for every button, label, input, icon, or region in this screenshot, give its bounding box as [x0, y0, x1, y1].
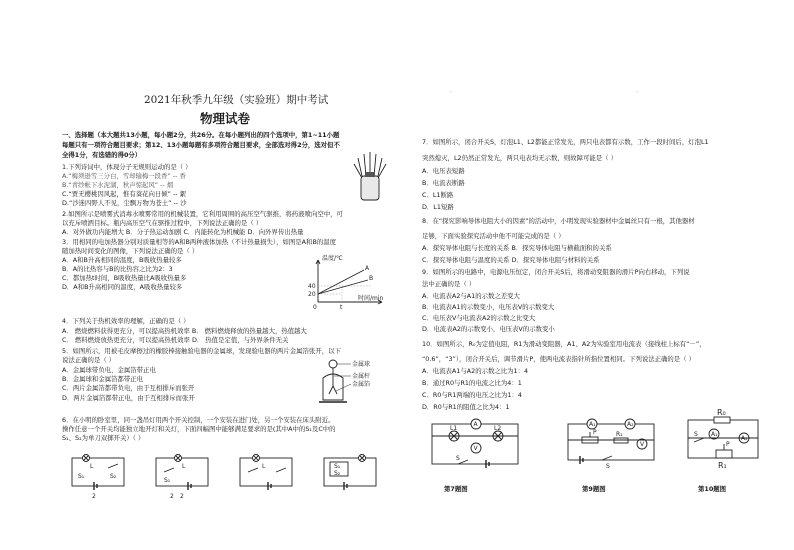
q9-stem-line1: 9．如图所示的电路中，电源电压恒定，闭合开关S后，将滑动变阻器的滑片P向右移动，下列说 — [422, 268, 690, 276]
q5-option-a: A．金属球带负电，金属箔带正电 — [62, 366, 156, 374]
circuit-a-S1: S₁ — [78, 473, 85, 480]
q5-option-c: C．两片金属箔都带负电，由于互相排斥而张开 — [62, 384, 195, 392]
circuit-b — [156, 455, 208, 501]
q1-option-b: B.“青纱帐下水泥湖，秋声惊起风” -- 烟 — [62, 181, 174, 189]
graph-line-b — [318, 280, 368, 294]
circuit-a — [72, 455, 124, 501]
label-rod: 金属杆 — [352, 373, 371, 380]
q10-stem-line2: “0.6”，“3”），闭合开关后，调节滑片P，使两电流表指针所指位置相同。下列说法正确的是（ ） — [422, 355, 695, 363]
circuit-d — [324, 455, 376, 491]
circuit-c — [240, 455, 292, 491]
q1-option-d: D.“沙迷四野人不见，尘飘万物为苍土” -- 沙 — [62, 199, 187, 207]
q8-options-ab: A．探究导体电阻与长度的关系 B．探究导体电阻与横截面积的关系 — [422, 244, 612, 252]
q9-stem-line2: 法中正确的是（ ） — [422, 280, 476, 288]
fig7-A: A — [473, 421, 478, 428]
graph-label-a: A — [365, 265, 370, 272]
circuit-b-L: L — [182, 463, 186, 470]
q10-stem-line1: 10．如图所示，R₀为定值电阻，R1为滑动变阻器，A1、A2为实验室用电流表（接线柱上标有“－”， — [422, 340, 706, 348]
fig9-P: P — [593, 429, 597, 436]
top-mark-1: · — [450, 88, 453, 96]
exam-subtitle: 物理试卷 — [200, 111, 251, 126]
fig10-A1: A₁ — [711, 431, 718, 438]
graph-origin: 0 — [313, 304, 317, 311]
resistor-r0-icon — [714, 417, 730, 423]
switch-icon — [108, 464, 118, 468]
circuit-a-S2: S₂ — [110, 473, 117, 480]
graph-line-a — [318, 270, 364, 294]
q5-stem-line1: 5．如图所示，用被毛皮摩擦过的橡胶棒接触验电器的金属球，发现验电器的两片金属箔张开，以下 — [62, 347, 341, 355]
q2-stem-line1: 2.如图所示是喷雾式消毒水喷雾常用的机械装置，它利用周围的高压空气驱推，将药液喷向空中，可 — [62, 210, 343, 218]
fig7-L1: L1 — [450, 425, 458, 432]
q7-option-a: A．电压表短路 — [422, 167, 465, 175]
switch-icon — [602, 456, 612, 460]
caption-figure-10: 第10题图 — [698, 485, 727, 493]
switch-icon — [694, 438, 704, 442]
q3-stem-line1: 3．用相同的电加热器分别对质量相等的A和B两种液体加热（不计热量损失），如图是A和B的温度 — [62, 238, 337, 246]
electroscope-figure — [317, 356, 377, 406]
q10-option-b: B．通过R0与R1的电流之比为4：1 — [422, 379, 522, 387]
q7-option-b: B．电流表断路 — [422, 179, 465, 187]
q10-option-a: A．电流表A1与A2的示数之比为1：4 — [422, 367, 529, 375]
q1-stem: 1.下列诗词中，体现分子无规则运动的是（ ） — [62, 163, 192, 171]
spray-bottle-figure — [348, 150, 393, 202]
q6-stem-line2: 操作任意一个开关均能独立地开灯和关灯，下面四幅图中能够满足要求的是(其中A中的S₁及C中的 — [62, 425, 336, 433]
fig9-A1: A₁ — [589, 421, 596, 428]
figure-10-circuit — [682, 408, 772, 470]
fig9-S: S — [606, 463, 610, 470]
circuit-d-S2: S₂ — [334, 470, 341, 477]
q8-options-cd: C．探究导体电阻与温度的关系 D．探究导体电阻与材料的关系 — [422, 256, 600, 264]
fig10-P: P — [726, 441, 730, 448]
electroscope-foil-icon — [329, 386, 337, 394]
q4-stem: 4．下列关于热机效率的理解，正确的是（ ） — [62, 317, 190, 325]
caption-figure-9: 第9题图 — [582, 485, 606, 493]
graph-y-40: 40 — [308, 283, 316, 290]
switch-icon — [248, 468, 258, 472]
exam-title: 2021年秋季九年级（实验班）期中考试 — [144, 94, 329, 106]
q5-option-b: B．金属球和金属箔都带正电 — [62, 375, 144, 383]
section1-line2: 每题只有一项符合题目要求；第12、13小题每题有多项符合题目要求，全部选对得2分，选对但不 — [62, 141, 340, 149]
resistor-icon — [614, 438, 628, 443]
q1-option-c: C.“贾无樱桃因风起，惟有葵花向日倾” -- 絮 — [62, 190, 187, 198]
label-foil: 金属箔 — [352, 381, 371, 388]
q6-stem-line1: 6．在小明的卧室里，同一盏吊灯用两个开关控制，一个安装在进门处，另一个安装在床头附近。 — [62, 416, 335, 424]
figure-7-circuit — [428, 418, 528, 470]
top-mark-2: · — [636, 88, 639, 96]
q6-circuits — [68, 448, 398, 500]
fig7-L2: L2 — [494, 425, 502, 432]
circuit-b-2b: 2 — [180, 493, 184, 500]
fig7-S: S — [456, 455, 460, 462]
rheostat-r1-icon — [716, 450, 732, 458]
circuit-b-2a: 2 — [170, 493, 174, 500]
circuit-b-S1: S₁ — [164, 477, 171, 484]
q9-option-d: D．电流表A2的示数变小，电压表V的示数变小 — [422, 325, 555, 333]
q10-option-d: D．R0与R1的阻值之比为4：1 — [422, 403, 510, 411]
graph-t: t — [340, 304, 343, 311]
q8-stem-line1: 8．在“探究影响导体电阻大小的因素”的活动中，小明发现实验器材中金属丝只有一根，其他器材 — [422, 217, 695, 225]
label-ball: 金属球 — [352, 361, 371, 368]
q4-options-ab: A． 燃烧燃料获得更充分，可以提高热机效率 B． 燃料燃烧释放的热量越大，热值越大 — [62, 327, 307, 335]
q7-option-d: D．L1短路 — [422, 203, 454, 211]
section1-line3: 全得1分，有选错的得0分） — [62, 151, 142, 159]
circuit-a-L: L — [90, 463, 94, 470]
q3-option-d: D．A和B升高相同的温度，A吸收热量较多 — [62, 283, 183, 291]
q6-stem-line3: S₁、S₂为单刀双掷开关）（ ） — [62, 434, 145, 442]
switch-icon — [276, 468, 286, 472]
q3-stem-line2: 随加热时间变化的图像，下列说法正确的是（ ） — [62, 247, 199, 255]
fig9-R1: R₁ — [616, 431, 623, 438]
bottle-body-icon — [361, 176, 379, 200]
fig9-V: V — [640, 441, 645, 448]
q8-stem-line2: 足够，下面实验探究活动中他不可能完成的是（ ） — [422, 232, 565, 240]
q3-option-c: C．都加热t时间，B吸收热量比A吸收热量多 — [62, 274, 187, 282]
switch-icon — [164, 468, 174, 472]
fig10-R0: R₀ — [717, 408, 726, 417]
q5-option-d: D．两片金属箔都带正电，由于互相排斥而张开 — [62, 394, 195, 402]
fig10-R1: R₁ — [718, 461, 727, 470]
pointer-foil — [336, 384, 351, 391]
q7-option-c: C．L1断路 — [422, 191, 454, 199]
fig10-A2: A₂ — [741, 435, 748, 442]
q3-option-b: B．A的比热容与B的比热容之比为2：3 — [62, 265, 173, 273]
graph-xlabel: 时间/min — [358, 295, 384, 302]
q1-option-a: A.“梅须逊雪三分白，雪却输梅一段香” -- 香 — [62, 172, 186, 180]
q9-option-c: C．电压表V与电流表A2的示数之比变大 — [422, 314, 536, 322]
q9-option-a: A．电流表A2与A1的示数之差变大 — [422, 292, 520, 300]
figure-9-circuit — [562, 414, 662, 470]
circuit-d-S1: S₁ — [334, 463, 341, 470]
q10-option-c: C．R0与R1两端的电压之比为1：4 — [422, 391, 522, 399]
graph-y-20: 20 — [308, 291, 316, 298]
fig7-V: V — [473, 445, 478, 452]
q2-options: A．对外做功内能增大 B．分子热运动加剧 C．内能转化为机械能 D．向外界传出热量 — [62, 228, 304, 236]
bottle-nozzle-icon — [365, 172, 375, 177]
section1-line1: 一、选择题（本大题共13小题，每小题2分，共26分。在每小题列出的四个选项中，第1~11小题 — [62, 131, 340, 139]
q9-option-b: B．电流表A1的示数变小，电压表V的示数变大 — [422, 303, 555, 311]
fig10-S: S — [694, 431, 698, 438]
electroscope-ball-icon — [329, 360, 337, 368]
q4-options-cd: C． 燃料燃烧放热更充分，可以提高热机效率 D． 热值是定值，与外界条件无关 — [62, 336, 289, 344]
caption-figure-7: 第7题图 — [444, 485, 468, 493]
fig9-A2: A₂ — [627, 421, 634, 428]
q2-stem-line2: 以充斥喷洒目标。瓶内高压空气在驱推过程中，下列说法正确的是（ ） — [62, 219, 263, 227]
q7-stem-line2: 突然熄灭，L2仍然正常发光，两只电表均无示数，则故障可能是（ ） — [422, 154, 617, 162]
q7-stem-line1: 7．如图所示，闭合开关S，灯泡L1、L2都能正常发光，两只电表都有示数，工作一段时间后，灯泡L1 — [422, 138, 709, 146]
circuit-a-2: 2 — [92, 493, 96, 500]
circuit-c-L: L — [262, 463, 266, 470]
q5-stem-line2: 说法正确的是（ ） — [62, 356, 116, 364]
temperature-time-graph — [308, 255, 392, 311]
q3-option-a: A．A和B升高相同的温度，B吸收热量较多 — [62, 256, 182, 264]
graph-label-b: B — [369, 275, 374, 282]
graph-ylabel: 温度/℃ — [322, 255, 343, 262]
